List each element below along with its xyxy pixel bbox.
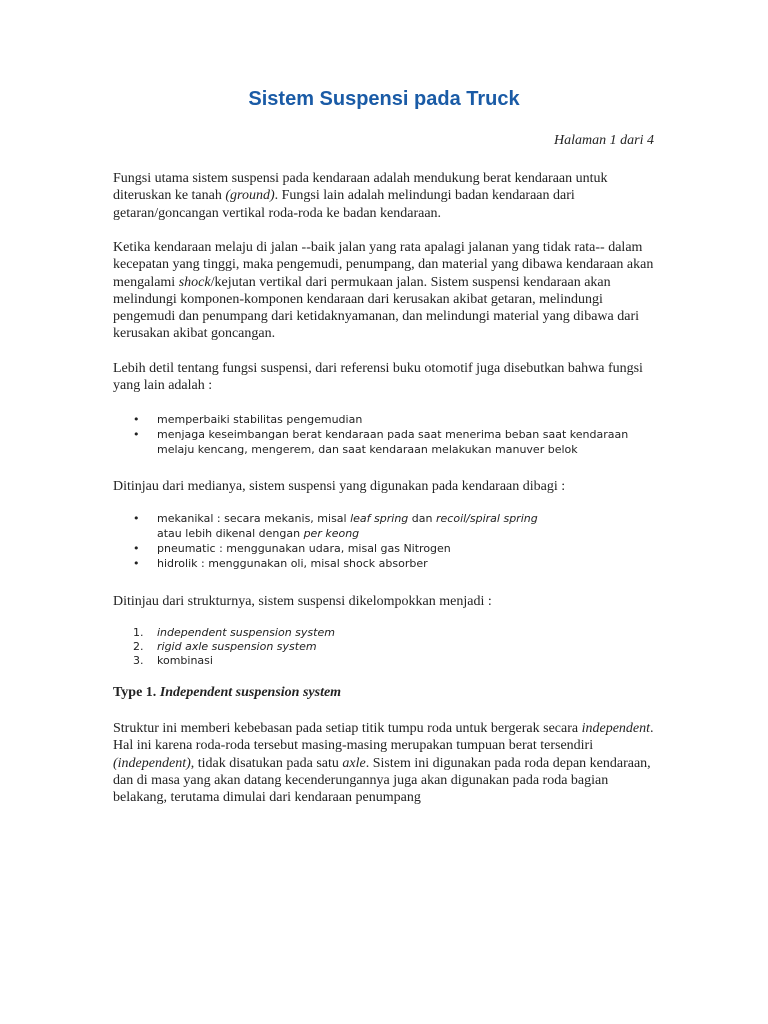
list-item: • hidrolik : menggunakan oli, misal shock absorber: [113, 556, 658, 571]
paragraph-structure: Ditinjau dari strukturnya, sistem suspensi dikelompokkan menjadi :: [113, 594, 492, 609]
paragraph-italic-text: (ground): [225, 188, 275, 204]
list-item: 3. kombinasi: [133, 654, 213, 667]
list-item: 1. independent suspension system: [133, 626, 335, 639]
page-number-label: Halaman 1 dari 4: [554, 133, 654, 148]
function-list: [113, 412, 658, 457]
paragraph-media: Ditinjau dari medianya, sistem suspensi yang digunakan pada kendaraan dibagi :: [113, 479, 566, 494]
paragraph-italic-text: shock: [178, 274, 211, 290]
list-item: • menjaga keseimbangan berat kendaraan pada saat menerima beban saat kendaraan melaju kencang, mengerem, dan saat kendaraan melakukan manuver belok: [113, 427, 658, 457]
media-type-list: [113, 511, 658, 571]
paragraph-protection: [113, 239, 658, 343]
paragraph-detail: Lebih detil tentang fungsi suspensi, dari referensi buku otomotif juga disebutkan bahwa fungsi yang lain adalah :: [113, 361, 643, 394]
paragraph-text: /kejutan vertikal dari permukaan jalan. Sistem suspensi kendaraan akan melindungi komponen-komponen kendaraan dari kerusakan akibat getaran, melindungi pengemudi dan penumpang dari ketidaknyamanan, dan melindungi material yang dibawa dari kerusakan akibat goncangan.: [113, 274, 639, 342]
paragraph-text: . Fungsi lain adalah melindungi badan kendaraan dari getaran/goncangan vertikal roda-roda ke badan kendaraan.: [113, 188, 575, 221]
paragraph-text: Ketika kendaraan melaju di jalan --baik jalan yang rata apalagi jalanan yang tidak rata-- dalam kecepatan yang tinggi, maka pengemudi, penumpang, dan material yang dibawa kendaraan akan mengalami: [113, 240, 654, 290]
section-heading: Type 1. Independent suspension system: [113, 685, 342, 700]
list-item: • mekanikal : secara mekanis, misal leaf spring dan recoil/spiral spring atau lebih dikenal dengan per keong: [113, 511, 658, 541]
list-item: 2. rigid axle suspension system: [133, 640, 317, 653]
paragraph-text: Fungsi utama sistem suspensi pada kendaraan adalah mendukung berat kendaraan untuk diteruskan ke tanah: [113, 171, 608, 204]
list-item: • pneumatic : menggunakan udara, misal gas Nitrogen: [113, 541, 658, 556]
paragraph-independent: Struktur ini memberi kebebasan pada setiap titik tumpu roda untuk bergerak secara independent. Hal ini karena roda-roda tersebut masing-masing merupakan tumpuan berat tersendiri (independent), tidak disatukan pada satu axle. Sistem ini digunakan pada roda depan kendaraan, dan di masa yang akan datang kecenderungannya juga akan digunakan pada roda bagian belakang, terutama dimulai dari kendaraan penumpang: [113, 721, 654, 806]
paragraph-function: [113, 170, 658, 222]
list-item: • memperbaiki stabilitas pengemudian: [113, 412, 658, 427]
document-title: Sistem Suspensi pada Truck: [248, 88, 520, 110]
structure-list: [113, 625, 658, 668]
